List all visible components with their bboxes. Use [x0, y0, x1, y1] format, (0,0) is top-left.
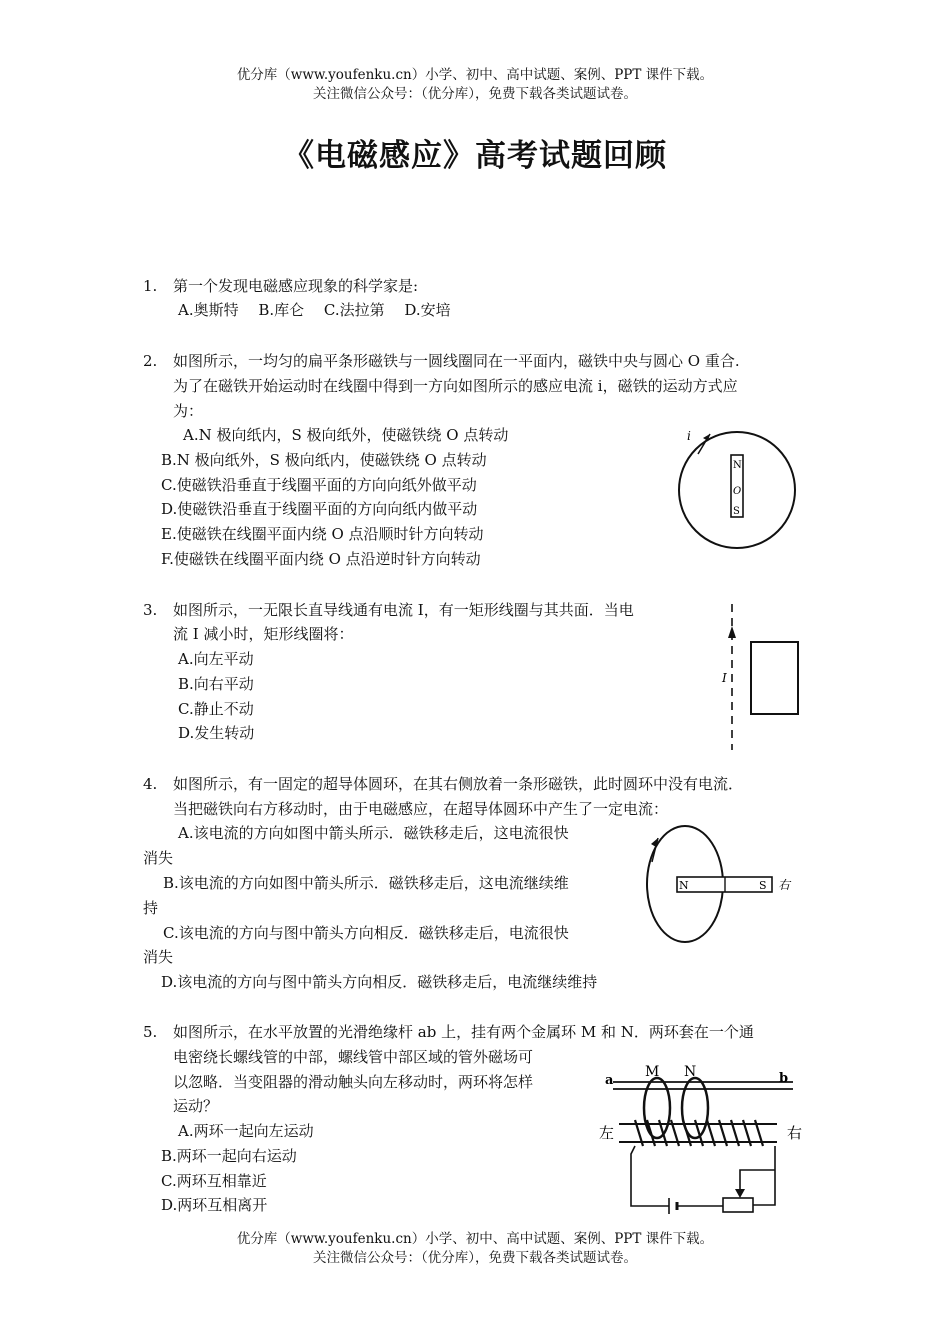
q4-label-n: N: [679, 879, 689, 892]
q5-label-b: b: [779, 1071, 789, 1086]
q3-figure-wire-loop: [718, 600, 808, 752]
q2-stem-1: 如图所示，一均匀的扁平条形磁铁与一圆线圈同在一平面内，磁铁中央与圆心 O 重合.: [173, 352, 740, 370]
q5-ring-m: [644, 1078, 670, 1138]
q5-number: 5.: [143, 1023, 158, 1041]
q5-stem-3: 以忽略．当变阻器的滑动触头向左移动时，两环将怎样: [173, 1073, 534, 1091]
q4-label-s: S: [759, 879, 767, 892]
q2-stem-2: 为了在磁铁开始运动时在线圈中得到一方向如图所示的感应电流 i，磁铁的运动方式应: [173, 377, 738, 395]
q5-stem-2: 电密绕长螺线管的中部，螺线管中部区域的管外磁场可: [173, 1048, 534, 1066]
q5-figure-solenoid: [595, 1058, 810, 1218]
q3-stem-2: 流 I 减小时，矩形线圈将：: [173, 625, 354, 643]
q4-figure-ring-magnet: [638, 820, 798, 950]
q1-options: A.奥斯特 B.库仑 C.法拉第 D.安培: [178, 301, 451, 319]
q5-option-c: C.两环互相靠近: [161, 1172, 267, 1190]
q2-figure-coil-magnet: [670, 422, 805, 552]
q2-option-a: A.N 极向纸内，S 极向纸外，使磁铁绕 O 点转动: [183, 426, 509, 444]
q3-option-d: D.发生转动: [178, 724, 255, 742]
q1-number: 1.: [143, 277, 158, 295]
page-title: 《电磁感应》高考试题回顾: [283, 138, 667, 174]
q1-stem: 第一个发现电磁感应现象的科学家是:: [173, 277, 419, 295]
q5-stem-4: 运动？: [173, 1097, 219, 1115]
q3-rect-loop: [751, 642, 798, 714]
q2-number: 2.: [143, 352, 158, 370]
q3-label-i: I: [722, 671, 727, 685]
q4-option-b-line-2: 持: [143, 899, 159, 917]
header-line-2: 关注微信公众号：（优分库），免费下载各类试题试卷。: [313, 86, 637, 102]
q2-label-n: N: [733, 460, 742, 471]
q2-label-o: O: [733, 486, 742, 497]
q5-option-b: B.两环一起向右运动: [161, 1147, 297, 1165]
q4-stem-1: 如图所示，有一固定的超导体圆环，在其右侧放着一条形磁铁，此时圆环中没有电流．: [173, 775, 744, 793]
header-line-1: 优分库（www.youfenku.cn）小学、初中、高中试题、案例、PPT 课件下载。: [236, 67, 714, 83]
q2-option-e: E.使磁铁在线圈平面内绕 O 点沿顺时针方向转动: [161, 525, 484, 543]
q5-label-m: M: [645, 1064, 660, 1080]
q5-stem-1: 如图所示，在水平放置的光滑绝缘杆 ab 上，挂有两个金属环 M 和 N．两环套在一个通: [173, 1023, 754, 1041]
footer-line-2: 关注微信公众号：（优分库），免费下载各类试题试卷。: [313, 1250, 637, 1266]
q4-number: 4.: [143, 775, 158, 793]
q4-stem-2: 当把磁铁向右方移动时，由于电磁感应，在超导体圆环中产生了一定电流：: [173, 800, 669, 818]
q5-label-right: 右: [787, 1124, 803, 1142]
q2-stem-3: 为：: [173, 402, 204, 420]
q5-label-a: a: [605, 1073, 614, 1088]
q4-option-c-line-1: C.该电流的方向与图中箭头方向相反．磁铁移走后，电流很快: [163, 924, 569, 942]
q2-option-f: F.使磁铁在线圈平面内绕 O 点沿逆时针方向转动: [161, 550, 481, 568]
q4-option-d: D.该电流的方向与图中箭头方向相反．磁铁移走后，电流继续维持: [161, 973, 598, 991]
q4-label-right: 右: [778, 878, 791, 892]
q5-option-a: A.两环一起向左运动: [178, 1122, 314, 1140]
q2-option-c: C.使磁铁沿垂直于线圈平面的方向向纸外做平动: [161, 476, 477, 494]
q2-option-d: D.使磁铁沿垂直于线圈平面的方向向纸内做平动: [161, 500, 478, 518]
q5-rheostat: [723, 1198, 753, 1212]
q5-label-n: N: [684, 1064, 697, 1080]
q3-stem-1: 如图所示，一无限长直导线通有电流 I，有一矩形线圈与其共面．当电: [173, 601, 634, 619]
q5-slider-contact: [735, 1189, 745, 1198]
q5-slider-wire: [740, 1170, 775, 1192]
q2-label-i: i: [687, 429, 691, 443]
q5-label-left: 左: [599, 1124, 615, 1142]
q4-option-b-line-1: B.该电流的方向如图中箭头所示．磁铁移走后，这电流继续维: [163, 874, 569, 892]
q3-option-b: B.向右平动: [178, 675, 254, 693]
footer-line-1: 优分库（www.youfenku.cn）小学、初中、高中试题、案例、PPT 课件下载。: [236, 1231, 714, 1247]
q4-option-c-line-2: 消失: [143, 948, 174, 966]
q3-number: 3.: [143, 601, 158, 619]
q2-option-b: B.N 极向纸外，S 极向纸内，使磁铁绕 O 点转动: [161, 451, 487, 469]
q5-option-d: D.两环互相离开: [161, 1196, 268, 1214]
q3-option-a: A.向左平动: [178, 650, 254, 668]
q3-option-c: C.静止不动: [178, 700, 254, 718]
q5-circuit-left-wire: [631, 1146, 669, 1206]
q3-current-arrow: [728, 626, 736, 638]
q2-label-s: S: [733, 506, 740, 517]
q5-circuit-right-wire: [753, 1146, 775, 1205]
q4-option-a-line-1: A.该电流的方向如图中箭头所示．磁铁移走后，这电流很快: [178, 824, 569, 842]
q4-option-a-line-2: 消失: [143, 849, 174, 867]
